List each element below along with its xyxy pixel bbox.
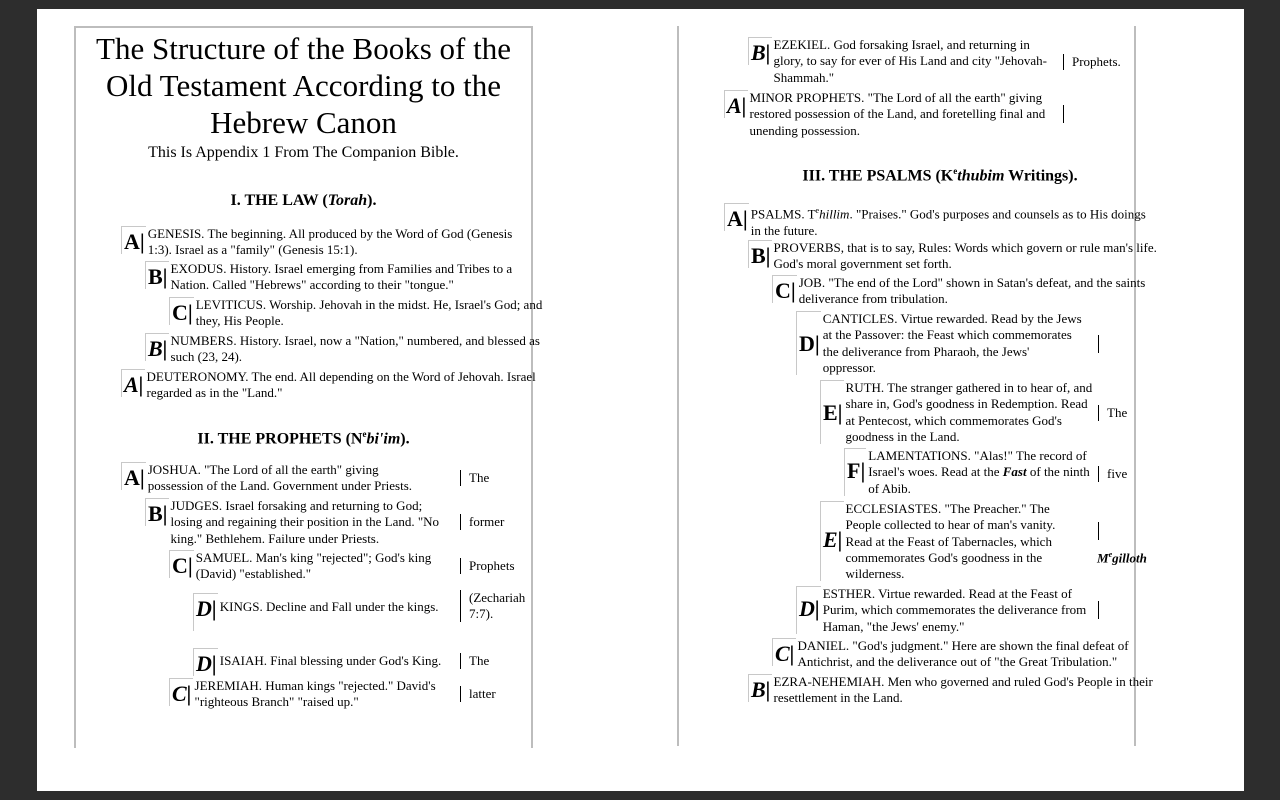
psalms-entry: [820, 501, 1076, 582]
entry-text: JUDGES. Israel forsaking and returning to God; losing and regaining their position in the Land. "No king." Bethlehem. Failure under Priests.: [170, 498, 440, 546]
entry-marker: A|: [121, 226, 146, 254]
psalms-entry: [772, 275, 1159, 308]
entry-marker: E|: [820, 380, 844, 444]
psalms-entry: [748, 674, 1154, 707]
psalms-entry: [724, 203, 1151, 239]
prophet-entry: [121, 462, 423, 495]
side-label: (Zechariah 7:7).: [460, 590, 539, 622]
entry-text: [868, 448, 1094, 497]
entry-marker: C|: [772, 275, 797, 303]
entry-text: GENESIS. The beginning. All produced by the Word of God (Genesis 1:3). Israel as a "family" (Genesis 15:1).: [147, 226, 513, 258]
section-heading-law: [76, 192, 531, 210]
entry-marker: D|: [193, 648, 218, 676]
entry-text: DANIEL. "God's judgment." Here are shown the final defeat of Antichrist, and the deliverance out of "the Great Tribulation.": [797, 638, 1129, 670]
entry-term: Fast: [1002, 464, 1027, 480]
psalms-entry: [748, 240, 1164, 273]
side-label: Prophets.: [1063, 54, 1121, 70]
law-entry: [145, 333, 555, 366]
side-label: The: [1098, 405, 1127, 421]
psalms-entry: [844, 448, 1094, 497]
heading-text: ).: [400, 430, 410, 448]
side-label: [1097, 547, 1147, 566]
title-line: The Structure of the Books of the: [96, 31, 511, 66]
heading-term: thubim: [957, 167, 1005, 185]
heading-term: Torah: [327, 192, 368, 209]
side-bar: [1098, 335, 1100, 353]
side-bar: [1063, 105, 1065, 123]
entry-text: RUTH. The stranger gathered in to hear of, and share in, God's goodness in Redemption. Read at Pentecost, which commemorates God's goodness in the Land.: [845, 380, 1093, 444]
entry-text: EZRA-NEHEMIAH. Men who governed and ruled God's People in their resettlement in the Land.: [773, 674, 1153, 706]
side-label-part: gilloth: [1112, 550, 1147, 566]
entry-text-part: PSALMS. T: [750, 206, 816, 222]
prophet-entry: [145, 498, 446, 547]
entry-text: JOB. "The end of the Lord" shown in Satan's defeat, and the saints deliverance from tribulation.: [798, 275, 1146, 307]
psalms-entry: [820, 380, 1094, 445]
page-title: [76, 30, 531, 141]
entry-sup: e: [815, 206, 820, 215]
side-label-part: M: [1097, 550, 1109, 566]
entry-text: KINGS. Decline and Fall under the kings.: [219, 599, 439, 614]
side-label: Prophets: [460, 558, 515, 574]
law-entry: [169, 297, 549, 330]
psalms-entry: [772, 638, 1158, 671]
heading-text: ).: [367, 192, 377, 209]
entry-text-part: . "Praises." God's purposes and counsels as to His doings in the future.: [750, 206, 1146, 238]
law-entry: [121, 369, 541, 402]
prophet-entry: [193, 593, 460, 631]
heading-text: I. THE LAW (: [230, 192, 328, 209]
side-bar: [1098, 522, 1100, 540]
title-line: Hebrew Canon: [210, 105, 397, 140]
side-bar: [1098, 601, 1100, 619]
entry-text: JEREMIAH. Human kings "rejected." David's "righteous Branch" "raised up.": [194, 678, 436, 710]
entry-marker: B|: [748, 674, 772, 702]
heading-text: II. THE PROPHETS (N: [197, 430, 363, 448]
heading-text: III. THE PSALMS (K: [802, 167, 954, 185]
entry-marker: A|: [121, 462, 146, 490]
entry-marker: E|: [820, 501, 844, 581]
entry-text: EZEKIEL. God forsaking Israel, and returning in glory, to say for ever of His Land and city "Jehovah-Shammah.": [773, 37, 1047, 85]
entry-text: ISAIAH. Final blessing under God's King.: [219, 653, 442, 668]
entry-marker: A|: [724, 203, 749, 231]
entry-text-part: LAMENTATIONS. "Alas!" The record of Israel's woes. Read at the: [868, 448, 1087, 480]
entry-text: EXODUS. History. Israel emerging from Families and Tribes to a Nation. Called "Hebrews" according to their "tongue.": [170, 261, 513, 293]
entry-text: CANTICLES. Virtue rewarded. Read by the Jews at the Passover: the Feast which commemorates the deliverance from Pharaoh, the Jews' oppressor.: [822, 311, 1082, 375]
entry-marker: C|: [169, 550, 194, 578]
side-label: The: [460, 470, 489, 486]
entry-text: MINOR PROPHETS. "The Lord of all the earth" giving restored possession of the Land, and foretelling final and unending possession.: [749, 90, 1046, 138]
entry-marker: C|: [772, 638, 796, 666]
entry-text: JOSHUA. "The Lord of all the earth" giving possession of the Land. Government under Priests.: [147, 462, 413, 494]
entry-text: ECCLESIASTES. "The Preacher." The People collected to hear of man's vanity. Read at the Feast of Tabernacles, which commemorates God's goodness in the wilderness.: [845, 501, 1056, 582]
prophet-entry: [169, 678, 460, 711]
psalms-entry: [796, 586, 1093, 635]
entry-text: SAMUEL. Man's king "rejected"; God's king (David) "established.": [195, 550, 432, 582]
entry-marker: B|: [748, 37, 772, 65]
entry-text: ESTHER. Virtue rewarded. Read at the Feast of Purim, which commemorates the deliverance from Haman, "the Jews' enemy.": [822, 586, 1087, 634]
prophet-entry: [748, 37, 1059, 86]
section-heading-psalms: [700, 166, 1180, 185]
entry-text: [751, 203, 1151, 239]
entry-marker: D|: [796, 586, 821, 634]
entry-marker: A|: [121, 369, 145, 397]
entry-marker: D|: [796, 311, 821, 375]
side-label-sup: e: [1108, 550, 1113, 559]
subtitle: This Is Appendix 1 From The Companion Bible.: [148, 144, 459, 161]
entry-marker: C|: [169, 297, 194, 325]
psalms-entry: [796, 311, 1085, 376]
heading-text: Writings).: [1004, 167, 1078, 185]
side-label: five: [1098, 466, 1127, 482]
side-label: former: [460, 514, 504, 530]
entry-text-part: of the ninth of Abib.: [868, 464, 1090, 496]
entry-marker: B|: [145, 333, 169, 361]
entry-marker: B|: [145, 261, 169, 289]
entry-text: PROVERBS, that is to say, Rules: Words which govern or rule man's life. God's moral government set forth.: [773, 240, 1157, 272]
side-label: The: [460, 653, 489, 669]
entry-marker: C|: [169, 678, 193, 706]
entry-marker: B|: [748, 240, 772, 268]
prophet-entry: [193, 648, 460, 676]
title-line: Old Testament According to the: [105, 68, 501, 103]
entry-text: DEUTERONOMY. The end. All depending on the Word of Jehovah. Israel regarded as in the "Land.": [146, 369, 536, 401]
entry-marker: F|: [844, 448, 866, 496]
entry-text: NUMBERS. History. Israel, now a "Nation," numbered, and blessed as such (23, 24).: [170, 333, 540, 365]
section-heading-prophets: [76, 429, 531, 448]
heading-sup: e: [362, 429, 367, 439]
entry-text: LEVITICUS. Worship. Jehovah in the midst. He, Israel's God; and they, His People.: [195, 297, 543, 329]
law-entry: [145, 261, 545, 294]
law-entry: [121, 226, 531, 259]
entry-marker: A|: [724, 90, 748, 118]
side-label: latter: [460, 686, 496, 702]
entry-marker: D|: [193, 593, 218, 631]
prophet-entry: [724, 90, 1050, 139]
entry-term: hillim: [819, 206, 850, 222]
heading-term: bi'im: [366, 430, 401, 448]
heading-sup: e: [953, 166, 958, 176]
prophet-entry: [169, 550, 456, 583]
entry-marker: B|: [145, 498, 169, 526]
